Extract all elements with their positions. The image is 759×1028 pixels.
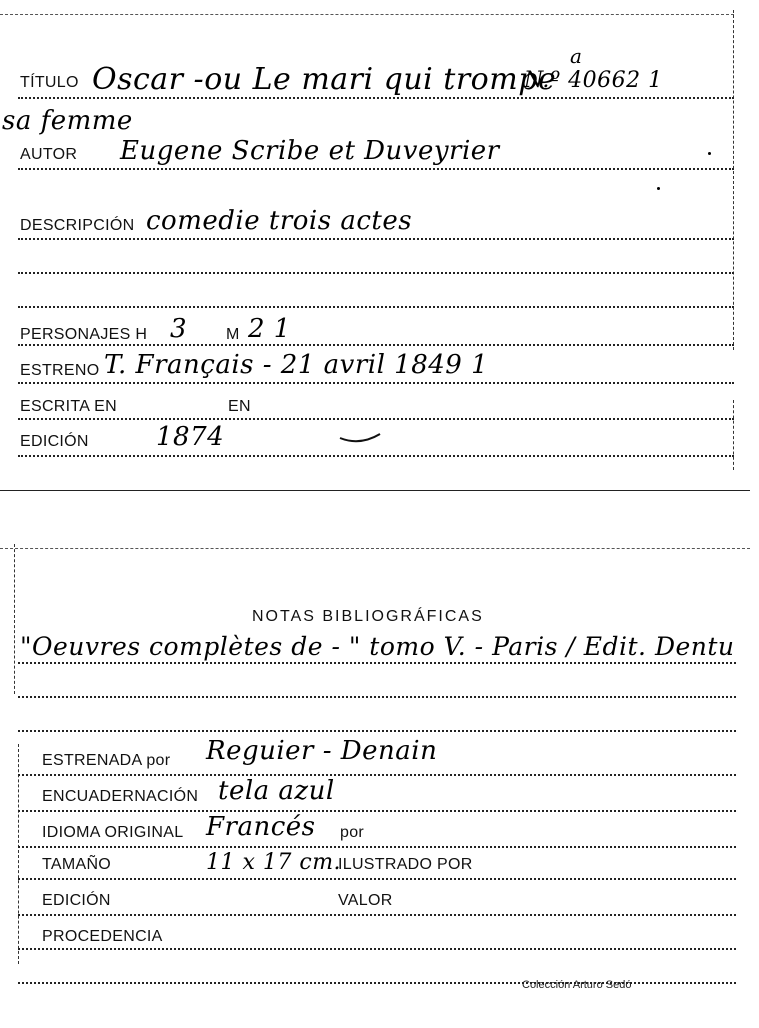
- line-estreno: [18, 382, 734, 384]
- line-notas-3: [18, 730, 736, 732]
- label-edicion-back: EDICIÓN: [42, 892, 111, 909]
- label-procedencia: PROCEDENCIA: [42, 928, 163, 945]
- label-edicion: EDICIÓN: [20, 433, 89, 450]
- label-idioma: IDIOMA ORIGINAL: [42, 824, 184, 841]
- line-tamano: [18, 878, 736, 880]
- ink-curve: [338, 428, 384, 446]
- card-top-edge: [0, 548, 750, 549]
- value-estreno: T. Français - 21 avril 1849 1: [104, 350, 489, 380]
- value-notas: "Oeuvres complètes de - " tomo V. - Paris / Edit. Dentu: [20, 632, 735, 661]
- notas-heading: NOTAS BIBLIOGRÁFICAS: [252, 608, 484, 625]
- value-numero: N.º 40662 1: [524, 68, 663, 93]
- label-titulo: TÍTULO: [20, 74, 79, 91]
- value-descripcion: comedie trois actes: [146, 206, 413, 236]
- line-edicion: [18, 455, 734, 457]
- label-personajes-m: M: [226, 326, 240, 343]
- label-estreno: ESTRENO: [20, 362, 100, 379]
- line-notas-1: [18, 662, 736, 664]
- line-autor: [18, 168, 734, 170]
- value-personajes-m: 2 1: [248, 314, 291, 344]
- line-escrita: [18, 418, 734, 420]
- label-descripcion: DESCRIPCIÓN: [20, 217, 135, 234]
- label-valor: VALOR: [338, 892, 393, 909]
- line-descripcion-2: [18, 272, 734, 274]
- line-descripcion: [18, 238, 734, 240]
- value-numero-mark: a: [570, 44, 583, 68]
- ink-dot: [708, 152, 711, 155]
- line-encuadernacion: [18, 810, 736, 812]
- back-card: [0, 544, 750, 1014]
- label-ilustrado: ILUSTRADO POR: [338, 856, 473, 873]
- value-autor: Eugene Scribe et Duveyrier: [120, 136, 500, 166]
- card-top-edge: [0, 14, 734, 15]
- value-titulo: Oscar -ou Le mari qui trompe: [92, 62, 557, 97]
- line-procedencia: [18, 948, 736, 950]
- value-edicion: 1874: [156, 422, 225, 452]
- front-card: [0, 0, 750, 492]
- value-estrenada: Reguier - Denain: [206, 736, 438, 766]
- value-personajes-h: 3: [170, 314, 188, 344]
- card-right-edge-lower: [733, 400, 734, 470]
- line-notas-2: [18, 696, 736, 698]
- label-encuadernacion: ENCUADERNACIÓN: [42, 788, 199, 805]
- label-autor: AUTOR: [20, 146, 78, 163]
- line-titulo: [18, 97, 734, 99]
- label-idioma-por: por: [340, 824, 365, 841]
- line-idioma: [18, 846, 736, 848]
- card-right-edge: [733, 10, 734, 350]
- label-escrita-en: ESCRITA EN: [20, 398, 117, 415]
- card-bottom-edge: [0, 490, 750, 491]
- card-left-edge-lower: [18, 744, 19, 964]
- label-estrenada: ESTRENADA por: [42, 752, 171, 769]
- value-encuadernacion: tela azul: [218, 776, 335, 806]
- value-tamano: 11 x 17 cm.: [206, 850, 342, 875]
- label-tamano: TAMAÑO: [42, 856, 112, 873]
- line-descripcion-3: [18, 306, 734, 308]
- footer-collection: Colección Arturo Sedó: [522, 979, 632, 991]
- label-en: EN: [228, 398, 251, 415]
- line-edicion-back: [18, 914, 736, 916]
- ink-dot: [657, 187, 660, 190]
- card-left-edge: [14, 544, 15, 694]
- label-personajes-h: PERSONAJES H: [20, 326, 148, 343]
- value-titulo-cont: sa femme: [2, 106, 133, 136]
- line-personajes: [18, 344, 734, 346]
- value-idioma: Francés: [206, 812, 316, 842]
- line-estrenada: [18, 774, 736, 776]
